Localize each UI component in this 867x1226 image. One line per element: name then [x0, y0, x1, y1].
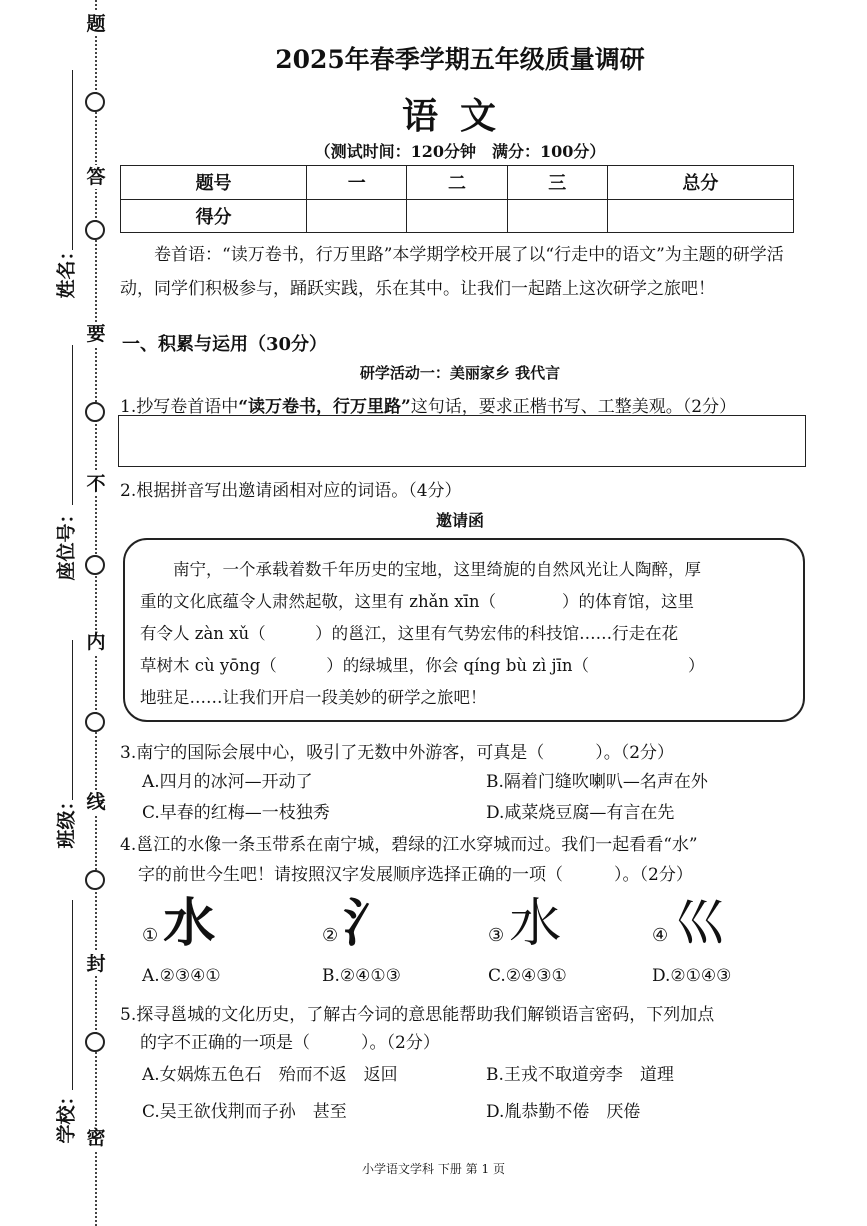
score-cell[interactable]	[507, 199, 607, 233]
q5-option-d[interactable]: D.胤恭勤不倦 厌倦	[486, 1102, 641, 1122]
q4-option-a[interactable]: A.②③④①	[142, 966, 221, 986]
q1-text-bold: “读万卷书，行万里路”	[238, 397, 411, 417]
seat-field-label: 座位号：	[55, 504, 78, 581]
class-field-label: 班级：	[55, 791, 78, 849]
exam-info: （测试时间：120分钟 满分：100分）	[314, 142, 606, 161]
question-4-line1: 4.邕江的水像一条玉带系在南宁城，碧绿的江水穿城而过。我们一起看看“水”	[120, 835, 698, 855]
score-header-cell: 题号	[121, 166, 307, 200]
q3-option-b[interactable]: B.隔着门缝吹喇叭—名声在外	[486, 772, 708, 792]
q5-option-c[interactable]: C.吴王欲伐荆而子孙 甚至	[142, 1102, 347, 1122]
water-glyph-2: 氵	[343, 893, 396, 954]
score-header-cell: 总分	[607, 166, 793, 200]
binding-char: 线	[84, 790, 108, 814]
glyph-number: ④	[652, 925, 669, 946]
glyph-number: ②	[322, 925, 339, 946]
letter-line: 地驻足……让我们开启一段美妙的研学之旅吧！	[140, 688, 487, 707]
question-5-line2: 的字不正确的一项是（ ）。（2分）	[140, 1033, 440, 1053]
score-cell[interactable]	[607, 199, 793, 233]
score-header-cell: 一	[307, 166, 407, 200]
name-field-label: 姓名：	[55, 241, 78, 299]
letter-line: 有令人 zàn xǔ（ ）的邕江，这里有气势宏伟的科技馆……行走在花	[140, 624, 679, 643]
binding-circle	[85, 402, 105, 422]
binding-char: 题	[84, 12, 108, 36]
binding-circle	[85, 555, 105, 575]
q5-option-b[interactable]: B.王戎不取道旁李 道理	[486, 1065, 674, 1085]
q3-option-c[interactable]: C.早春的红梅—一枝独秀	[142, 803, 330, 823]
q4-option-c[interactable]: C.②④③①	[488, 966, 567, 986]
glyph-item	[652, 894, 725, 954]
water-glyph-1: 水	[163, 894, 216, 954]
binding-circle	[85, 870, 105, 890]
binding-char: 不	[84, 472, 108, 496]
q1-answer-box[interactable]	[118, 415, 806, 467]
question-5-line1: 5.探寻邕城的文化历史，了解古今词的意思能帮助我们解锁语言密码，下列加点	[120, 1005, 715, 1025]
school-field-label: 学校：	[55, 1086, 78, 1144]
question-1	[120, 392, 810, 417]
score-header-cell: 二	[407, 166, 507, 200]
q4-option-d[interactable]: D.②①④③	[652, 966, 732, 986]
class-field-line	[72, 640, 73, 800]
name-field-line	[72, 70, 73, 250]
water-glyph-4: 巛	[673, 894, 726, 954]
letter-line: 草树木 cù yōng（ ）的绿城里，你会 qíng bù zì jīn（ ）	[140, 656, 705, 675]
school-field-line	[72, 900, 73, 1090]
glyph-number: ①	[142, 925, 159, 946]
water-glyph-3: 水	[509, 894, 562, 954]
activity-title: 研学活动一：美丽家乡 我代言	[359, 364, 561, 382]
binding-char: 内	[84, 630, 108, 654]
score-table	[120, 165, 794, 233]
seat-field-line	[72, 345, 73, 505]
glyph-item	[142, 894, 215, 954]
question-3: 3.南宁的国际会展中心，吸引了无数中外游客，可真是（ ）。（2分）	[120, 743, 675, 763]
q5-option-a[interactable]: A.女娲炼五色石 殆而不返 返回	[142, 1065, 398, 1085]
binding-char: 封	[84, 952, 108, 976]
question-2: 2.根据拼音写出邀请函相对应的词语。（4分）	[120, 481, 462, 501]
intro-paragraph: 卷首语：“读万卷书，行万里路”本学期学校开展了以“行走中的语文”为主题的研学活动，同学们积极参与，踊跃实践，乐在其中。让我们一起踏上这次研学之旅吧！	[120, 245, 784, 299]
binding-char: 答	[84, 165, 108, 189]
score-row-label: 得分	[121, 199, 307, 233]
binding-char: 要	[84, 322, 108, 346]
binding-circle	[85, 712, 105, 732]
q1-text-pre: 1.抄写卷首语中	[120, 397, 239, 417]
subject-title: 语文	[401, 95, 518, 137]
q3-option-d[interactable]: D.咸菜烧豆腐—有言在先	[486, 803, 675, 823]
question-4-line2: 字的前世今生吧！请按照汉字发展顺序选择正确的一项（ ）。（2分）	[138, 865, 693, 885]
glyph-item	[488, 894, 561, 954]
glyph-number: ③	[488, 925, 505, 946]
score-cell[interactable]	[407, 199, 507, 233]
binding-char: 密	[84, 1126, 108, 1150]
letter-title: 邀请函	[435, 511, 484, 530]
binding-circle	[85, 92, 105, 112]
binding-circle	[85, 1032, 105, 1052]
score-header-cell: 三	[507, 166, 607, 200]
exam-title: 2025年春季学期五年级质量调研	[275, 45, 645, 74]
section-title: 一、积累与运用（30分）	[122, 334, 328, 355]
binding-circle	[85, 220, 105, 240]
q3-option-a[interactable]: A.四月的冰河—开动了	[142, 772, 313, 792]
letter-line: 南宁，一个承载着数千年历史的宝地，这里绮旎的自然风光让人陶醉，厚	[173, 560, 701, 579]
letter-line: 重的文化底蕴令人肃然起敬，这里有 zhǎn xīn（ ）的体育馆，这里	[140, 592, 694, 611]
score-cell[interactable]	[307, 199, 407, 233]
q1-text-post: 这句话，要求正楷书写、工整美观。（2分）	[410, 397, 737, 417]
q4-option-b[interactable]: B.②④①③	[322, 966, 401, 986]
glyph-item	[322, 894, 395, 954]
page-footer: 小学语文学科 下册 第 1 页	[362, 1162, 505, 1176]
